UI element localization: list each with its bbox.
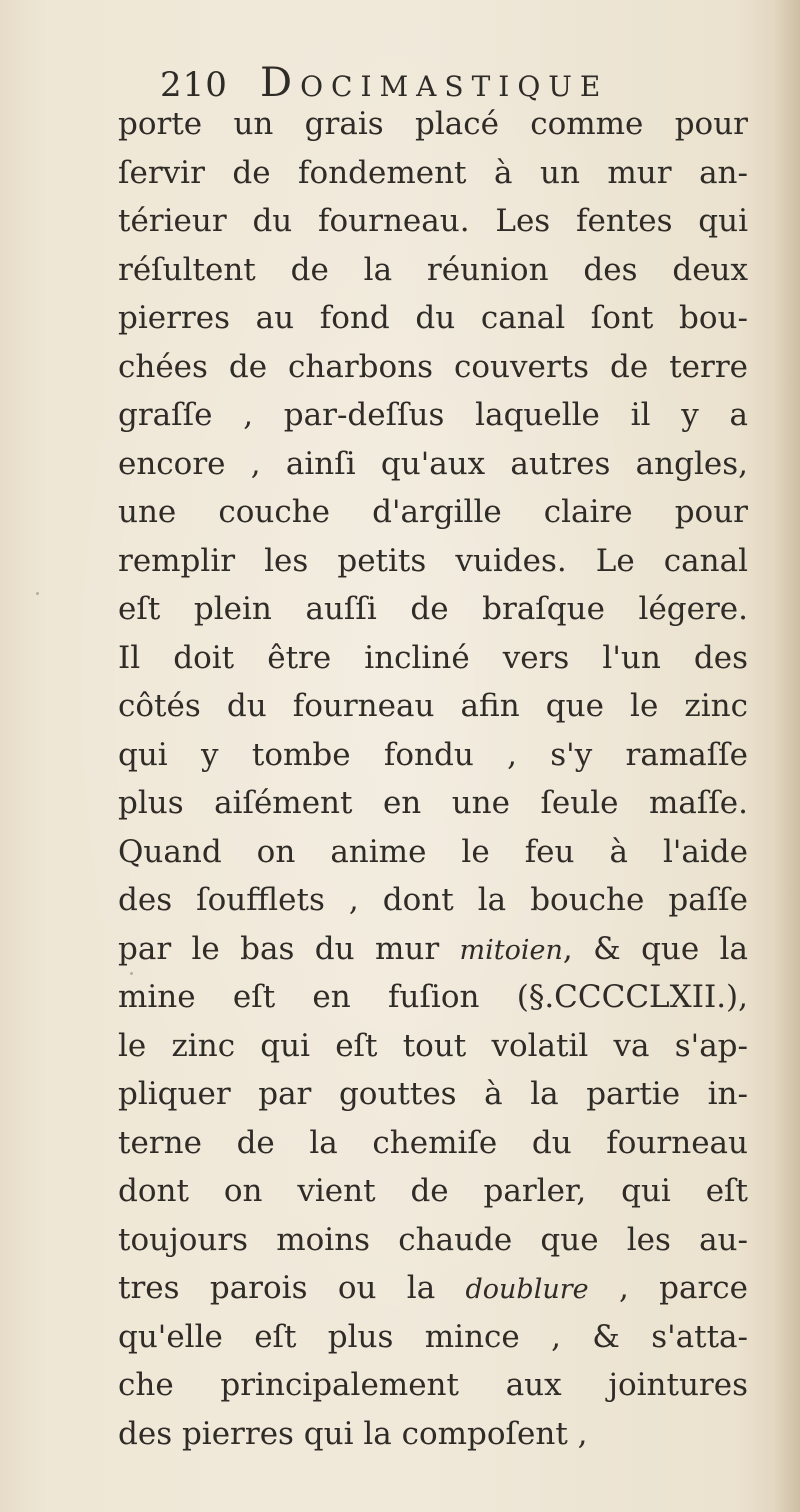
text-line: Il doit être incliné vers l'un des: [118, 639, 748, 676]
text-line: côtés du fourneau afin que le zinc: [118, 688, 748, 724]
paper-fleck: [36, 592, 39, 595]
text-line: le zinc qui eſt tout volatil va s'ap-: [118, 1027, 748, 1064]
text-line: porte un grais placé comme pour: [118, 106, 748, 142]
italic-term: doublure: [465, 1274, 589, 1305]
text-line: qui y tombe fondu , s'y ramaſſe: [118, 736, 748, 773]
text-line: che principalement aux jointures: [118, 1367, 748, 1403]
text-line: terne de la chemiſe du fourneau: [118, 1124, 748, 1161]
page-number: 210: [160, 65, 228, 105]
text-line: qu'elle eſt plus mince , & s'atta-: [118, 1318, 748, 1355]
paper-fleck: [130, 972, 133, 975]
text-line: Quand on anime le feu à l'aide: [118, 833, 748, 870]
text-line: des ſoufflets , dont la bouche paſſe: [118, 882, 748, 918]
text-line: des pierres qui la compoſent ,: [118, 1415, 588, 1452]
body-text: [118, 100, 748, 1458]
text-line: dont on vient de parler, qui eſt: [118, 1173, 748, 1209]
running-title: Docimastique: [260, 60, 609, 106]
line-text: , parce: [588, 1270, 748, 1306]
italic-term: mitoien: [459, 934, 563, 966]
text-line: eſt plein auſſi de braſque légere.: [118, 591, 748, 627]
line-text: , & que la: [562, 930, 749, 967]
text-line: pierres au fond du canal ſont bou-: [118, 300, 748, 336]
text-line: une couche d'argille claire pour: [118, 494, 748, 530]
text-line: [118, 925, 748, 974]
paper-fleck: [470, 1232, 472, 1234]
text-line: chées de charbons couverts de terre: [118, 348, 748, 385]
text-line: graſſe , par-deſſus laquelle il y a: [118, 397, 748, 433]
text-line: térieur du fourneau. Les fentes qui: [118, 203, 748, 239]
text-line: toujours moins chaude que les au-: [118, 1221, 748, 1258]
text-line: pliquer par gouttes à la partie in-: [118, 1076, 748, 1112]
text-line: [118, 1264, 748, 1313]
text-line: mine eſt en fuſion (§.CCCCLXII.),: [118, 979, 748, 1015]
text-line: ſervir de fondement à un mur an-: [118, 154, 748, 191]
text-line: plus aiſément en une ſeule maſſe.: [118, 785, 748, 821]
line-text: par le bas du mur: [118, 930, 460, 967]
text-line: réſultent de la réunion des deux: [118, 251, 748, 288]
text-line: remplir les petits vuides. Le canal: [118, 542, 748, 579]
text-line: encore , ainſi qu'aux autres angles,: [118, 445, 748, 482]
line-text: tres parois ou la: [118, 1270, 466, 1306]
